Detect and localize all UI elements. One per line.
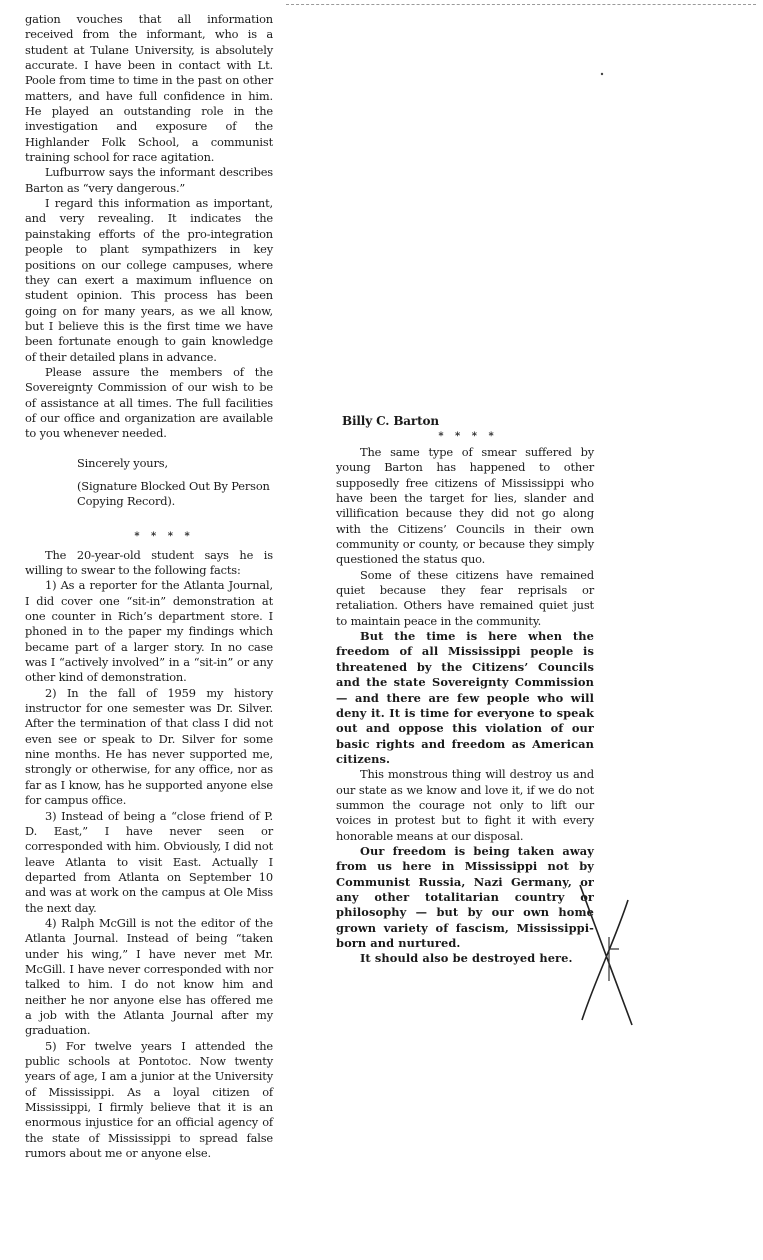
speck-mark [598, 70, 606, 78]
page-top-border [286, 4, 756, 5]
signature-note: (Signature Blocked Out By Person Copying Record). [77, 478, 270, 509]
fact-item: 3) Instead of being a “close friend of P. D. East,” I have never seen or corresponded with him. Obviously, I did not leave Atlanta to visit East. Actually I departed from Atlanta on September 10 and was at work on the campus at Ole Miss the next day. [25, 808, 273, 915]
fact-item: 1) As a reporter for the Atlanta Journal, I did cover one “sit-in” demonstration at one counter in Rich’s department store. I phoned in to the paper my findings which became part of a larger story. In no case was I “actively involved” in a “sit-in” or any other kind of demonstration. [25, 578, 273, 685]
left-column [25, 12, 273, 1161]
fact-item: 5) For twelve years I attended the public schools at Pontotoc. Now twenty years of age, I am a junior at the University of Mississippi. As a loyal citizen of Mississippi, I firmly believe that it is an enormous injustice for an official agency of the state of Mississippi to spread false rumors about me or anyone else. [25, 1038, 273, 1161]
paragraph: Some of these citizens have remained quiet because they fear reprisals or retaliation. Others have remained quiet just to maintain peace in the community. [336, 567, 594, 628]
section-separator: * * * * [438, 431, 498, 442]
student-intro: The 20-year-old student says he is willing to swear to the following facts: [25, 547, 273, 577]
bold-paragraph: But the time is here when the freedom of all Mississippi people is threatened by the Citizens’ Councils and the state Sovereignty Commission — and there are few people who will deny it. It is time for everyone to speak out and oppose this violation of our basic rights and freedom as American citizens. [336, 629, 594, 766]
paragraph: The same type of smear suffered by young Barton has happened to other supposedly free citizens of Mississippi who have been the target for lies, slander and villification because they did not go along with the Citizens’ Councils in their own community or county, or because they simply questioned the status quo. [336, 445, 594, 567]
bold-paragraph: Our freedom is being taken away from us here in Mississippi not by Communist Russia, Nazi Germany, or any other totalitarian country or philosophy — but by our own home grown variety of fascism, Mississippi-born and nurtured. [336, 843, 594, 950]
paragraph: I regard this information as important, and very revealing. It indicates the painstaking efforts of the pro-integration people to plant sympathizers in key positions on our college campuses, where they can exert a maximum influence on student opinion. This process has been going on for many years, as we all know, but I believe this is the first time we have been fortunate enough to gain knowledge of their detailed plans in advance. [25, 196, 273, 364]
editorial-heading: Billy C. Barton [342, 414, 439, 428]
paragraph: Please assure the members of the Sovereignty Commission of our wish to be of assistance at all times. The full facilities of our office and organization are available to you whenever needed. [25, 364, 273, 441]
fact-item: 4) Ralph McGill is not the editor of the Atlanta Journal. Instead of being “taken under his wing,” I have never met Mr. McGill. I have never corresponded with nor talked to him. I do not know him and neither he nor anyone else has offered me a job with the Atlanta Journal after my graduation. [25, 915, 273, 1038]
paragraph: Lufburrow says the informant describes Barton as “very dangerous.” [25, 165, 273, 195]
letter-closing: Sincerely yours, [77, 455, 168, 470]
right-column [336, 413, 594, 967]
paragraph: gation vouches that all information received from the informant, who is a student at Tulane University, is absolutely accurate. I have been in contact with Lt. Poole from time to time in the past on other matters, and have full confidence in him. He played an outstanding role in the investigation and exposure of the Highlander Folk School, a communist training school for race agitation. [25, 12, 273, 165]
section-separator: * * * * [134, 530, 194, 542]
paragraph: This monstrous thing will destroy us and our state as we know and love it, if we do not summon the courage not only to lift our voices in protest but to fight it with every honorable means at our disposal. [336, 767, 594, 843]
fact-item: 2) In the fall of 1959 my history instructor for one semester was Dr. Silver. After the termination of that class I did not even see or speak to Dr. Silver for some nine months. He has never supported me, strongly or otherwise, for any office, nor as far as I know, has he supported anyone else for campus office. [25, 685, 273, 808]
bold-paragraph: It should also be destroyed here. [360, 951, 573, 966]
margin-bracket-mark [605, 935, 625, 985]
